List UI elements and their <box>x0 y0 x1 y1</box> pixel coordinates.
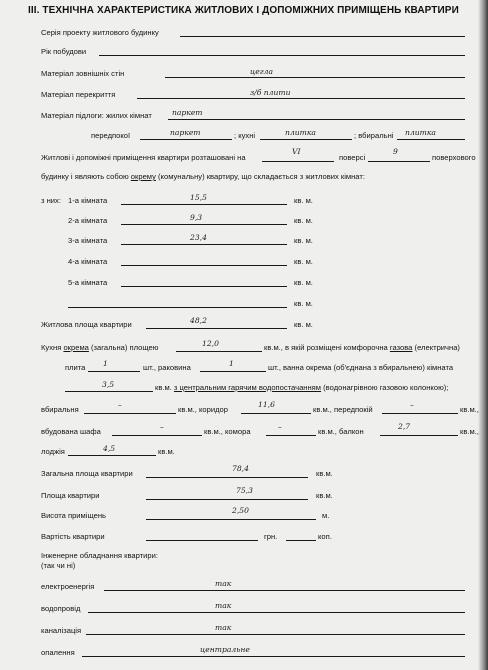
hall-unit: кв.м., <box>460 405 479 414</box>
room-3-unit: кв. м. <box>294 236 313 245</box>
cost-label: Вартість квартири <box>41 532 105 541</box>
floor-hall-value: паркет <box>170 128 201 137</box>
wc-label: вбиральня <box>41 405 79 414</box>
living-area-line <box>146 328 287 329</box>
floor-kitchen-value: плитка <box>285 128 316 137</box>
apt-area-unit: кв.м. <box>316 491 333 500</box>
height-line <box>146 519 316 520</box>
total-area-unit: кв.м. <box>316 469 333 478</box>
plate-value: 1 <box>103 359 108 368</box>
kop-line <box>286 540 316 541</box>
floor-hall-line <box>140 139 232 140</box>
location-line-2: будинку і являють собою окрему (комунальну) квартиру, що складається з житлових кімнат: <box>41 172 365 181</box>
height-label: Висота приміщень <box>41 511 106 520</box>
room-5-label: 5-а кімната <box>68 278 108 287</box>
walls-line <box>165 77 465 78</box>
plate-label: плита <box>65 363 86 372</box>
hall-label: кв.м., передпокій <box>313 405 373 414</box>
room-4-unit: кв. м. <box>294 257 313 266</box>
loggia-value: 4,5 <box>103 444 116 453</box>
total-area-label: Загальна площа квартири <box>41 469 133 478</box>
cost-kop: коп. <box>318 532 332 541</box>
series-line <box>180 36 465 37</box>
corridor-label: кв.м., коридор <box>178 405 228 414</box>
corridor-value: 11,6 <box>258 400 275 409</box>
floor-no-line <box>262 161 334 162</box>
room-2-unit: кв. м. <box>294 216 313 225</box>
rooms-prefix: з них: <box>41 196 61 205</box>
ceiling-value: з/б плити <box>250 88 291 97</box>
bath-desc: шт., ванна окрема (об'єднана з вбиральнею) кімната <box>268 363 454 372</box>
floor-bath-label: ; вбиральні <box>354 131 394 140</box>
room-1-line <box>121 204 287 205</box>
room-3-line <box>121 244 287 245</box>
room-3-value: 23,4 <box>190 233 207 242</box>
series-label: Серія проекту житлового будинку <box>41 28 159 37</box>
location-label: Житлові і допоміжні приміщення квартири розташовані на <box>41 153 246 162</box>
loggia-line <box>68 455 156 456</box>
room-6-unit: кв. м. <box>294 299 313 308</box>
sink-line <box>200 371 266 372</box>
room-5-unit: кв. м. <box>294 278 313 287</box>
total-area-value: 78,4 <box>232 464 249 473</box>
closet-label: вбудована шафа <box>41 427 101 436</box>
floor-rooms-value: паркет <box>172 108 203 117</box>
floors-word: поверхового <box>432 153 476 162</box>
balcony-line <box>380 435 458 436</box>
year-label: Рік побудови <box>41 47 87 56</box>
scan-edge-shadow <box>478 0 488 670</box>
apt-area-value: 75,3 <box>236 486 253 495</box>
floor-bath-line <box>397 139 465 140</box>
room-5-line <box>121 286 287 287</box>
living-area-unit: кв. м. <box>294 320 313 329</box>
sewage-line <box>86 634 465 635</box>
floors-total-value: 9 <box>393 147 398 156</box>
closet-line <box>112 435 202 436</box>
bath-text: кв.м. з центральним гарячим водопостачанням (водонагрівною газовою колонкою); <box>155 383 449 392</box>
floor-hall-label: передпокої <box>91 131 131 140</box>
walls-label: Матеріал зовнішніх стін <box>41 69 125 78</box>
water-label: водопровід <box>41 604 81 613</box>
balcony-value: 2,7 <box>398 422 411 431</box>
pantry-value: – <box>278 422 282 431</box>
hall-value: – <box>410 400 414 409</box>
water-line <box>88 612 465 613</box>
floor-kitchen-label: ; кухні <box>234 131 256 140</box>
balcony-unit: кв.м., <box>460 427 479 436</box>
living-area-label: Житлова площа квартири <box>41 320 132 329</box>
kitchen-area-line <box>176 351 262 352</box>
floor-rooms-label: Матеріал підлоги: жилих кімнат <box>41 111 152 120</box>
ceiling-label: Матеріал перекриття <box>41 90 116 99</box>
walls-value: цегла <box>250 67 273 76</box>
sink-label: шт., раковина <box>143 363 191 372</box>
balcony-label: кв.м., балкон <box>318 427 364 436</box>
electricity-line <box>104 590 465 591</box>
room-2-value: 9,3 <box>190 213 203 222</box>
water-value: так <box>215 601 232 610</box>
engineering-subtitle: (так чи ні) <box>41 561 76 570</box>
heating-line <box>82 656 465 657</box>
floor-bath-value: плитка <box>405 128 436 137</box>
kitchen-line: Кухня окрема (загальна) площею <box>41 343 159 352</box>
cost-grn: грн. <box>264 532 278 541</box>
floor-no-value: VI <box>292 147 301 156</box>
corridor-line <box>241 413 311 414</box>
room-1-unit: кв. м. <box>294 196 313 205</box>
closet-value: – <box>160 422 164 431</box>
section-title: III. ТЕХНІЧНА ХАРАКТЕРИСТИКА ЖИТЛОВИХ І ДОПОМІЖНИХ ПРИМІЩЕНЬ КВАРТИРИ <box>28 5 459 16</box>
pantry-line <box>266 435 316 436</box>
floor-kitchen-line <box>260 139 352 140</box>
engineering-title: Інженерне обладнання квартири: <box>41 551 158 560</box>
sewage-value: так <box>215 623 232 632</box>
room-3-label: 3-а кімната <box>68 236 108 245</box>
wc-value: – <box>118 400 122 409</box>
bath-value: 3,5 <box>102 380 115 389</box>
year-line <box>99 55 465 56</box>
kitchen-area-value: 12,0 <box>202 339 219 348</box>
total-area-line <box>146 477 308 478</box>
apt-area-label: Площа квартири <box>41 491 100 500</box>
floor-word: поверсі <box>339 153 366 162</box>
ceiling-line <box>137 98 465 99</box>
sink-value: 1 <box>229 359 234 368</box>
heating-label: опалення <box>41 648 75 657</box>
wc-line <box>84 413 176 414</box>
room-2-line <box>121 224 287 225</box>
plate-line <box>88 371 140 372</box>
loggia-label: лоджія <box>41 447 65 456</box>
cost-line <box>146 540 258 541</box>
heating-value: центральне <box>200 645 250 654</box>
height-unit: м. <box>322 511 330 520</box>
hall-line <box>382 413 458 414</box>
loggia-unit: кв.м. <box>158 447 175 456</box>
sewage-label: каналізація <box>41 626 82 635</box>
floor-rooms-line <box>168 119 465 120</box>
room-2-label: 2-а кімната <box>68 216 108 225</box>
electricity-label: електроенергія <box>41 582 95 591</box>
electricity-value: так <box>215 579 232 588</box>
room-1-value: 15,5 <box>190 193 207 202</box>
floors-total-line <box>368 161 430 162</box>
room-4-line <box>121 265 287 266</box>
room-4-label: 4-а кімната <box>68 257 108 266</box>
height-value: 2,50 <box>232 506 249 515</box>
living-area-value: 48,2 <box>190 316 207 325</box>
bath-line <box>65 391 153 392</box>
apt-area-line <box>146 499 308 500</box>
kitchen-tail: кв.м., в якій розміщені комфорочна газова (електрична) <box>264 343 460 352</box>
room-6-line <box>68 307 287 308</box>
pantry-label: кв.м., комора <box>204 427 251 436</box>
room-1-label: 1-а кімната <box>68 196 108 205</box>
